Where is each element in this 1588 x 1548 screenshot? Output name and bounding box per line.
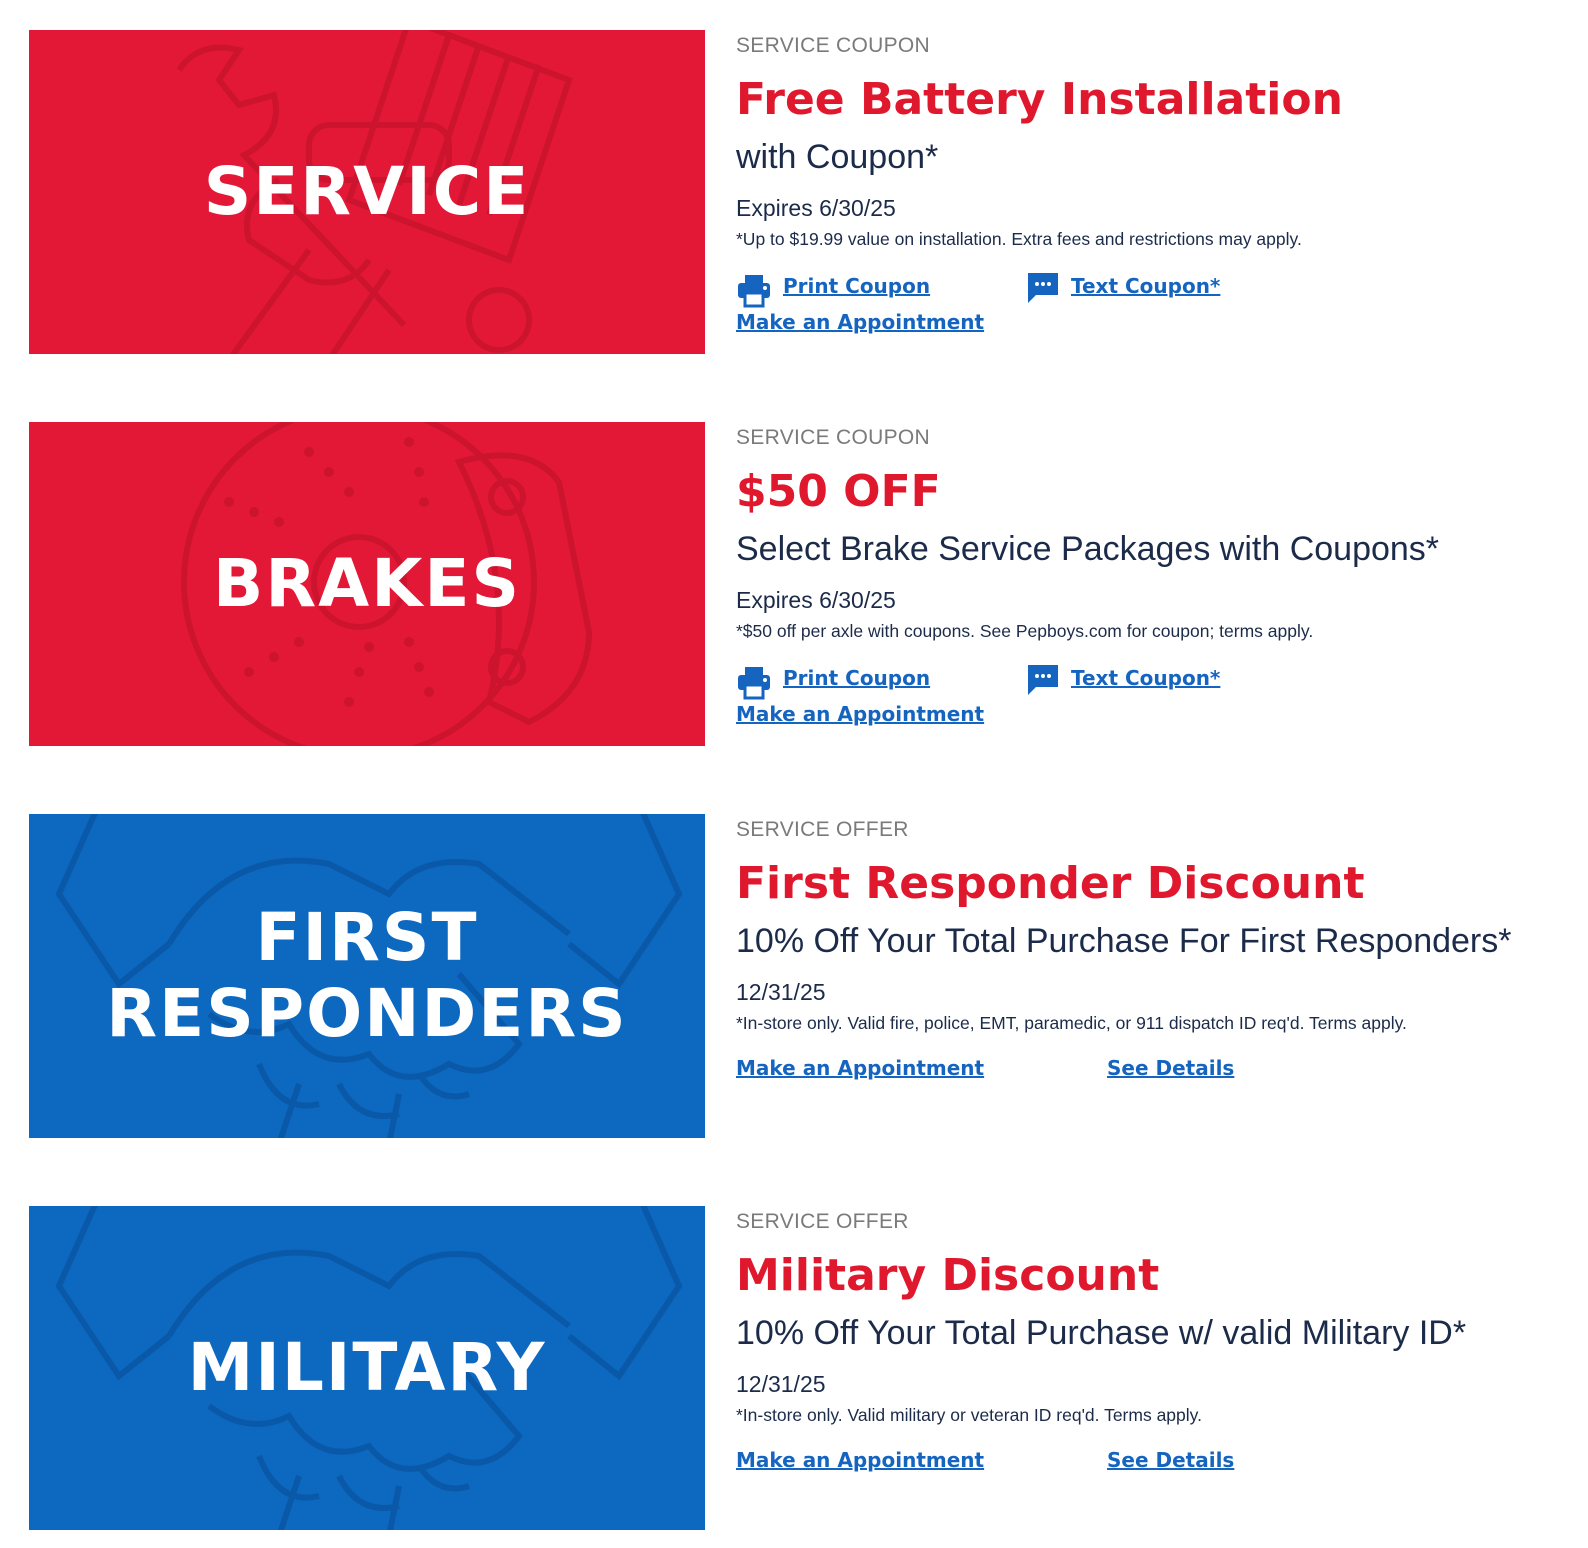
first-responders-banner: [29, 814, 705, 1138]
banner-title-line-2: RESPONDERS: [106, 975, 628, 1052]
banner-title: [106, 900, 627, 1052]
banner-title-line-1: FIRST: [255, 899, 479, 976]
offer-type-label: SERVICE OFFER: [736, 818, 909, 841]
make-appointment-link[interactable]: Make an Appointment: [736, 1056, 985, 1080]
text-coupon-link[interactable]: Text Coupon*: [1071, 666, 1221, 690]
offer-headline: Free Battery Installation: [736, 74, 1343, 125]
brakes-banner: [29, 422, 705, 746]
make-appointment-link[interactable]: Make an Appointment: [736, 702, 985, 726]
fine-print: *$50 off per axle with coupons. See Pepboys.com for coupon; terms apply.: [736, 621, 1314, 641]
offer-headline: $50 OFF: [736, 466, 941, 517]
fine-print: *Up to $19.99 value on installation. Extra fees and restrictions may apply.: [736, 229, 1302, 249]
see-details-link[interactable]: See Details: [1107, 1448, 1235, 1472]
print-coupon-link[interactable]: Print Coupon: [783, 274, 931, 298]
offer-type-label: SERVICE OFFER: [736, 1210, 909, 1233]
text-coupon-link[interactable]: Text Coupon*: [1071, 274, 1221, 298]
military-banner: [29, 1206, 705, 1530]
offer-headline: First Responder Discount: [736, 858, 1365, 909]
offer-card-battery: [0, 30, 1588, 354]
expiration-date: 12/31/25: [736, 1371, 826, 1397]
chat-bubble-icon[interactable]: [1025, 662, 1061, 698]
banner-title: MILITARY: [187, 1329, 547, 1406]
see-details-link[interactable]: See Details: [1107, 1056, 1235, 1080]
offer-card-brakes: [0, 422, 1588, 746]
print-coupon-link[interactable]: Print Coupon: [783, 666, 931, 690]
offer-type-label: SERVICE COUPON: [736, 426, 931, 449]
fine-print: *In-store only. Valid fire, police, EMT, paramedic, or 911 dispatch ID req'd. Terms apply.: [736, 1013, 1407, 1033]
banner-title: SERVICE: [203, 153, 531, 230]
expiration-date: Expires 6/30/25: [736, 195, 896, 221]
offer-type-label: SERVICE COUPON: [736, 34, 931, 57]
offer-card-first-responders: [0, 814, 1588, 1138]
offer-subhead: 10% Off Your Total Purchase For First Responders*: [736, 922, 1512, 960]
printer-icon[interactable]: [736, 664, 772, 700]
banner-title: BRAKES: [213, 545, 521, 622]
offer-subhead: with Coupon*: [736, 138, 939, 176]
printer-icon[interactable]: [736, 272, 772, 308]
make-appointment-link[interactable]: Make an Appointment: [736, 310, 985, 334]
make-appointment-link[interactable]: Make an Appointment: [736, 1448, 985, 1472]
expiration-date: 12/31/25: [736, 979, 826, 1005]
offer-subhead: Select Brake Service Packages with Coupons*: [736, 530, 1440, 568]
offer-card-military: [0, 1206, 1588, 1530]
fine-print: *In-store only. Valid military or veteran ID req'd. Terms apply.: [736, 1405, 1202, 1425]
offer-subhead: 10% Off Your Total Purchase w/ valid Military ID*: [736, 1314, 1467, 1352]
offer-headline: Military Discount: [736, 1250, 1160, 1301]
expiration-date: Expires 6/30/25: [736, 587, 896, 613]
service-banner: [29, 30, 705, 354]
chat-bubble-icon[interactable]: [1025, 270, 1061, 306]
